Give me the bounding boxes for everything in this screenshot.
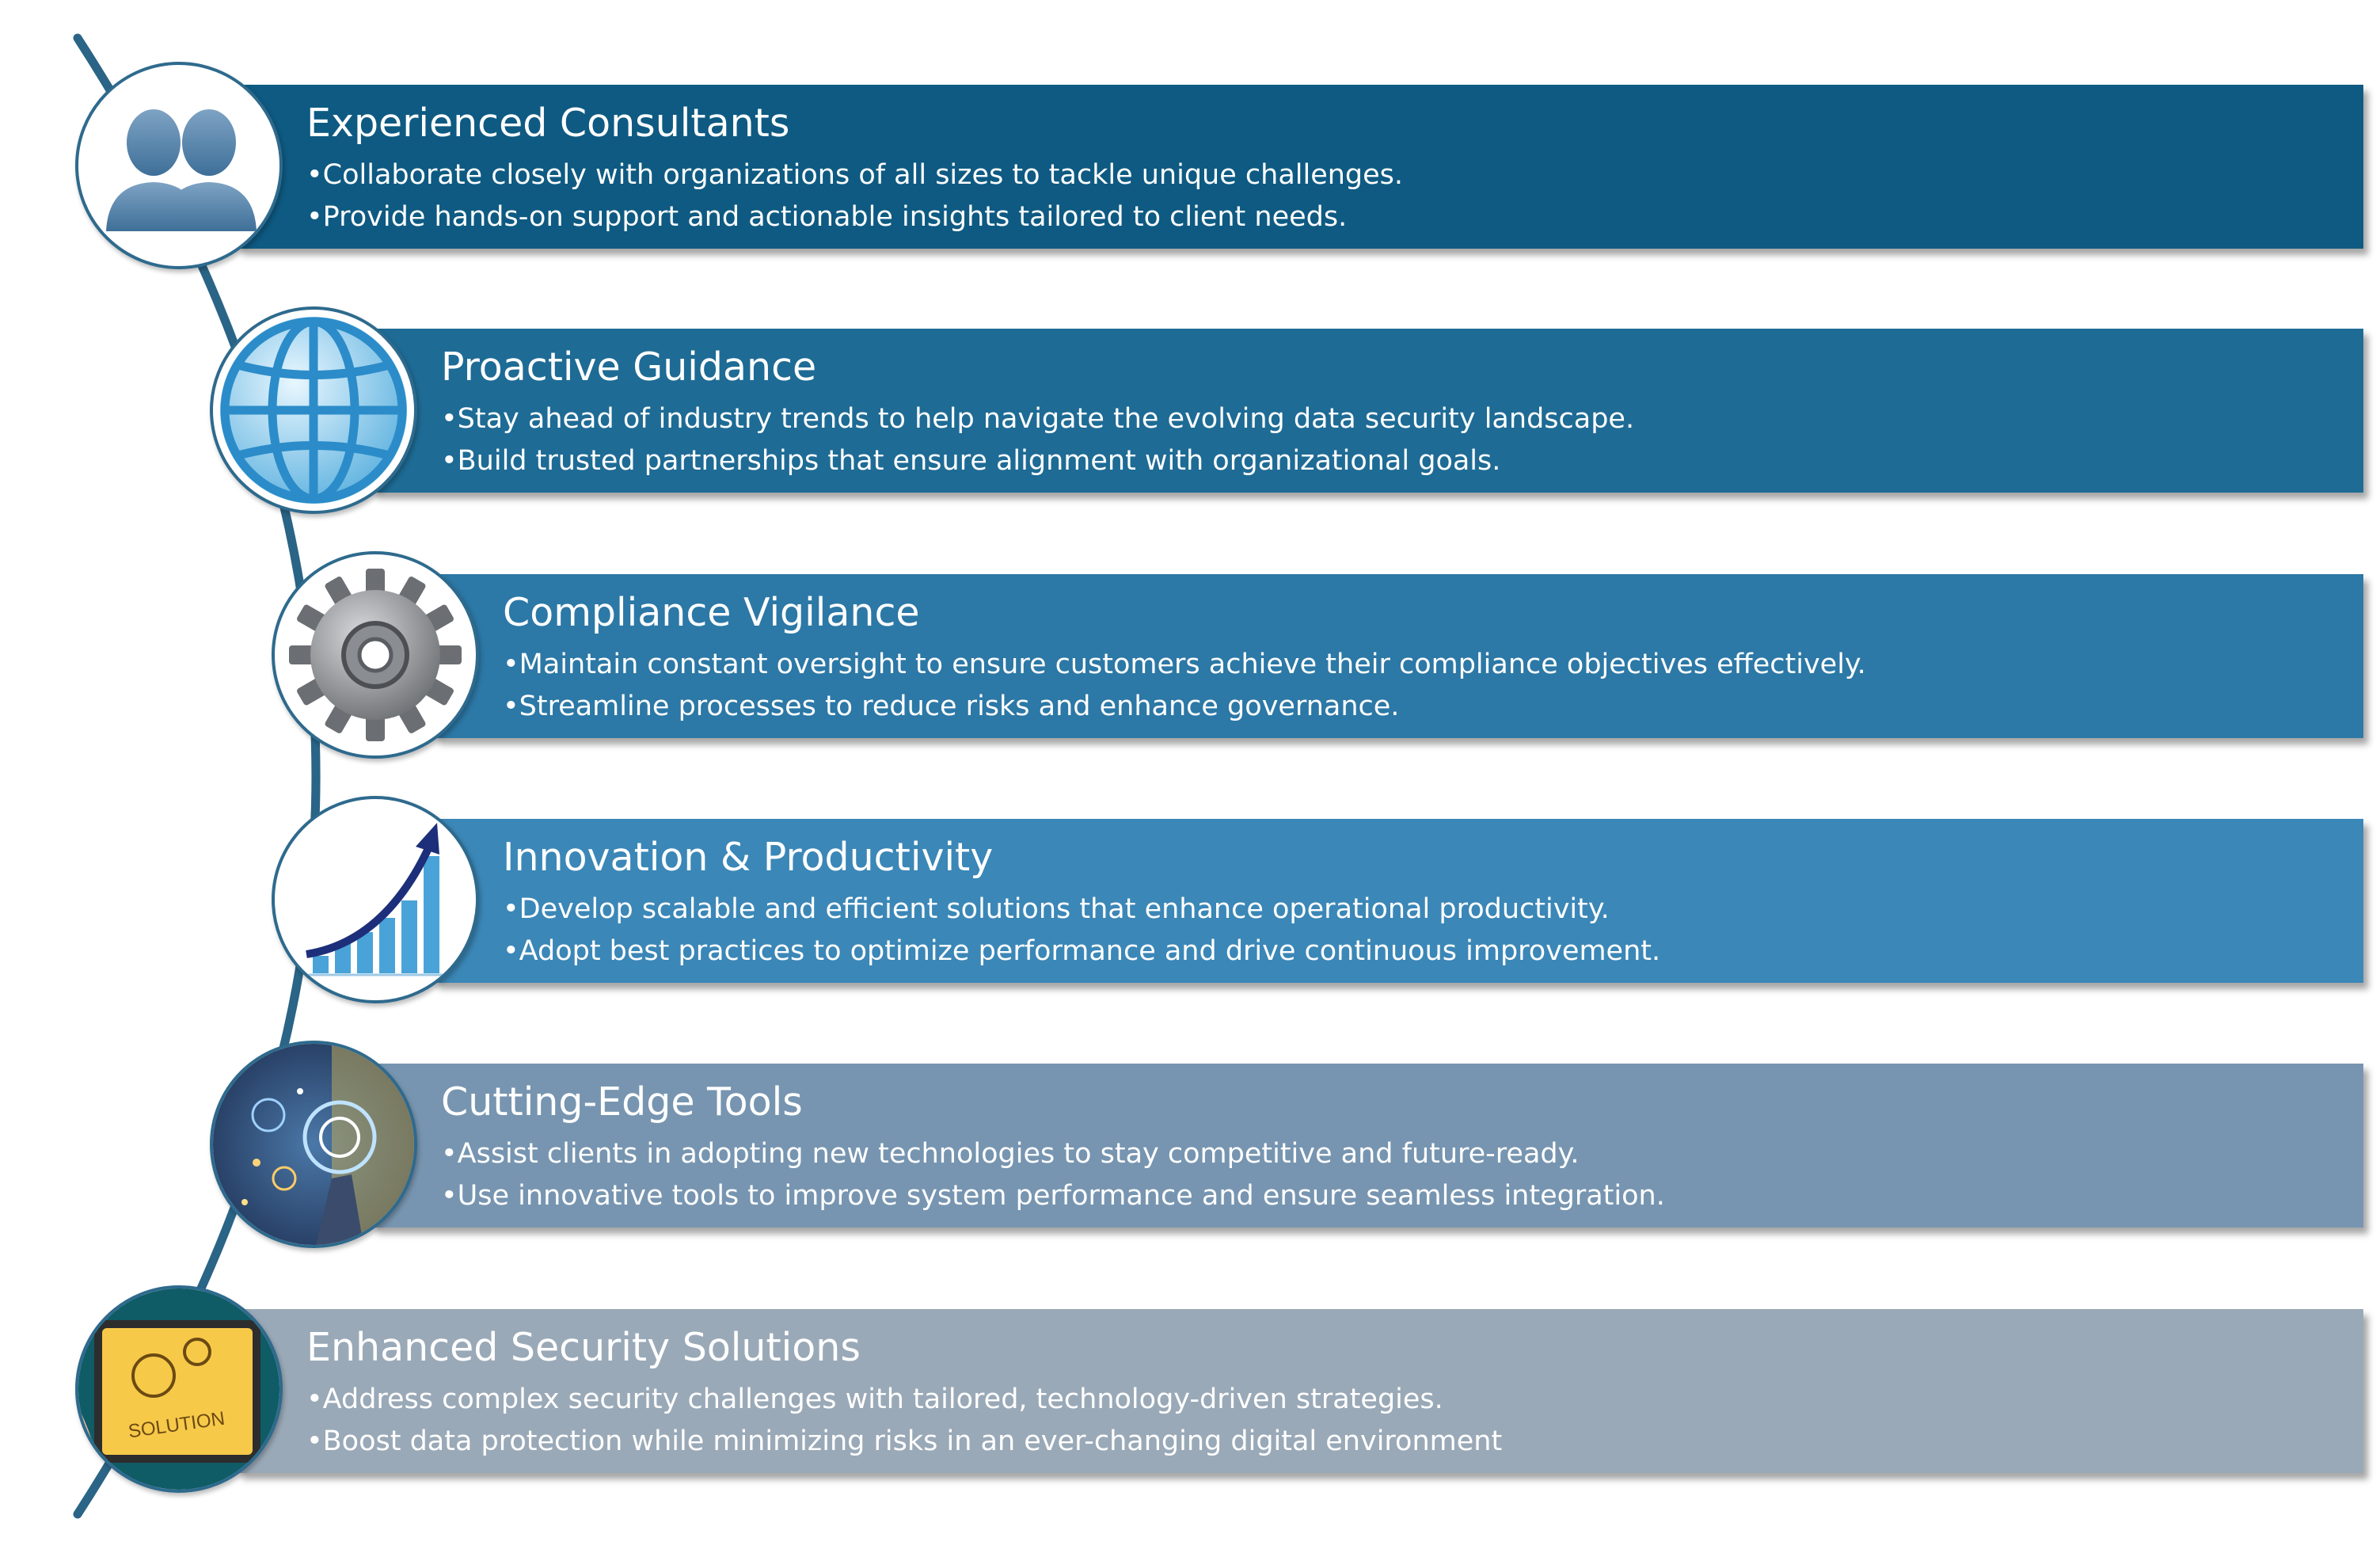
step-band	[434, 574, 2363, 738]
step-bullet: •Develop scalable and efficient solutions that enhance operational productivity.	[503, 893, 1610, 925]
step-bullet: •Boost data protection while minimizing risks in an ever-changing digital environment	[306, 1425, 1503, 1457]
step-bullet: •Stay ahead of industry trends to help navigate the evolving data security landscape.	[441, 403, 1635, 435]
step-bullet: •Assist clients in adopting new technologies to stay competitive and future-ready.	[441, 1138, 1580, 1170]
step-bullet: •Collaborate closely with organizations of all sizes to tackle unique challenges.	[306, 159, 1404, 191]
step-title: Compliance Vigilance	[503, 590, 920, 635]
step-bullet: •Streamline processes to reduce risks and enhance governance.	[503, 691, 1400, 722]
step-band	[372, 329, 2363, 493]
step-title: Innovation & Productivity	[503, 835, 994, 880]
step-bullet: •Use innovative tools to improve system performance and ensure seamless integration.	[441, 1180, 1665, 1212]
tech-tools-icon	[210, 1041, 417, 1248]
step-title: Cutting-Edge Tools	[441, 1079, 803, 1125]
tablet-label: SOLUTION	[127, 1407, 226, 1443]
step-band	[238, 1309, 2363, 1473]
gear-icon	[272, 551, 479, 759]
step-bullet: •Provide hands-on support and actionable insights tailored to client needs.	[306, 201, 1348, 233]
step-bullet: •Adopt best practices to optimize performance and drive continuous improvement.	[503, 935, 1661, 967]
step-title: Proactive Guidance	[441, 344, 817, 390]
growth-chart-icon	[272, 796, 479, 1003]
step-title: Experienced Consultants	[306, 101, 790, 146]
step-bullet: •Build trusted partnerships that ensure alignment with organizational goals.	[441, 445, 1501, 477]
step-band	[372, 1064, 2363, 1228]
step-band	[238, 85, 2363, 249]
step-title: Enhanced Security Solutions	[306, 1325, 861, 1370]
step-bullet: •Maintain constant oversight to ensure customers achieve their compliance objectives effectively.	[503, 649, 1866, 680]
consultants-icon	[75, 62, 283, 269]
step-band	[434, 819, 2363, 983]
solution-tablet-icon	[75, 1285, 283, 1493]
globe-icon	[210, 306, 417, 514]
step-bullet: •Address complex security challenges with tailored, technology-driven strategies.	[306, 1384, 1443, 1415]
